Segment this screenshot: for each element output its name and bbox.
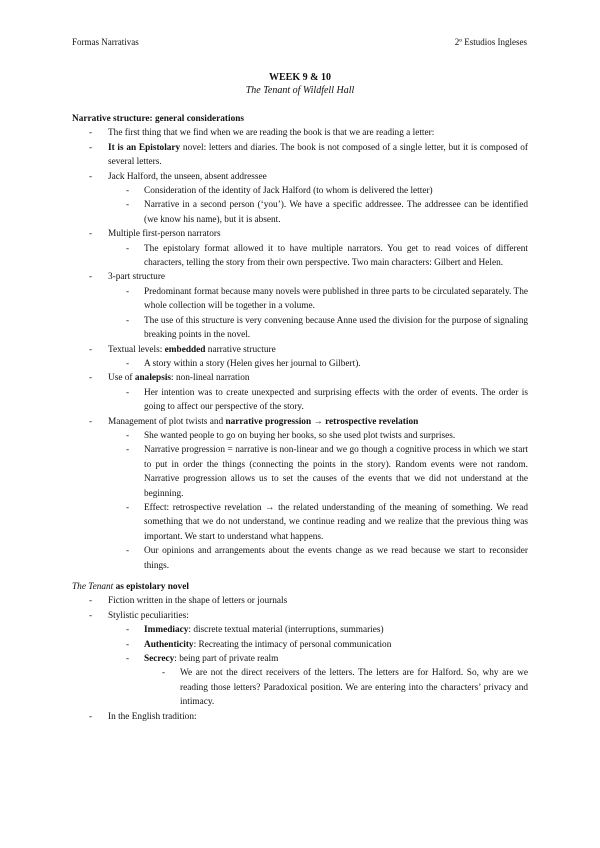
document-body <box>72 112 528 724</box>
sub-list-item: - The epistolary format allowed it to have multiple narrators. You get to read voices of different characters, telling the story from their own perspective. Two main characters: Gilbert and Helen. <box>108 242 528 271</box>
sub-list-item: - Narrative in a second person (‘you’). We have a specific addressee. The addressee can be identified (we know his name), but it is absent. <box>108 198 528 227</box>
sub-list-item: - Immediacy: discrete textual material (interruptions, summaries) <box>108 623 528 637</box>
section2-list <box>72 594 528 724</box>
list-item: - 3-part structure - Predominant format because many novels were published in three parts to be circulated separately. The whole collection will be together in a volume. - The use of this structure is very convening because Anne used the division for the purpose of signaling breaking points in the novel. <box>72 270 528 342</box>
sub-list-item: - The use of this structure is very convening because Anne used the division for the purpose of signaling breaking points in the novel. <box>108 314 528 343</box>
section-heading: Narrative structure: general considerations <box>72 114 245 124</box>
list-item: - It is an Epistolary novel: letters and diaries. The book is not composed of a single letter, but it is composed of several letters. <box>72 141 528 170</box>
list-item: - The first thing that we find when we are reading the book is that we are reading a letter: <box>72 126 528 140</box>
list-item: - Multiple first-person narrators - The epistolary format allowed it to have multiple narrators. You get to read voices of different characters, telling the story from their own perspective. Two main characters: Gilbert and Helen. <box>72 227 528 270</box>
list-item: - Use of analepsis: non-lineal narration - Her intention was to create unexpected and surprising effects with the order of events. The order is going to affect our perspective of the story. <box>72 371 528 414</box>
sub-list-item: - Secrecy: being part of private realm - We are not the direct receivers of the letters. The letters are for Halford. So, why are we reading those letters? Paradoxical position. We are entering into the characters’ privacy and intimacy. <box>108 652 528 710</box>
sub-list-item: - Narrative progression = narrative is non-linear and we go though a cognitive process in which we start to put in order the things (connecting the points in the story). Random events were not random. Narrative progression allows us to set the causes of the events that we did not understand at the beginning. <box>108 443 528 501</box>
list-item: - Fiction written in the shape of letters or journals <box>72 594 528 608</box>
list-item: - Management of plot twists and narrative progression → retrospective revelation - She wanted people to go on buying her books, so she used plot twists and surprises. - Narrative progression = narrative is non-linear and we go though a cognitive process in which we start to put in order the things (connecting the points in the story). Random events were not random. Narrative progression allows us to set the causes of the events that we did not understand at the beginning. - Effect: retrospective revelation → the related understanding of the meaning of something. We read something that we do not understand, we continue reading and we realize that the previous thing was important. We start to understand what happens. - Our opinions and arrangements about the events change as we read because we start to reconsider things. <box>72 415 528 573</box>
page-title: WEEK 9 & 10 <box>269 72 331 83</box>
sub-list-item: - Her intention was to create unexpected and surprising effects with the order of events. The order is going to affect our perspective of the story. <box>108 386 528 415</box>
section-heading: The Tenant as epistolary novel <box>72 582 189 592</box>
sub-sub-list-item: - We are not the direct receivers of the letters. The letters are for Halford. So, why are we reading those letters? Paradoxical position. We are entering into the characters’ privacy and intimacy. <box>144 666 528 709</box>
sub-list-item: - Our opinions and arrangements about the events change as we read because we start to reconsider things. <box>108 544 528 573</box>
list-item: - Stylistic peculiarities: - Immediacy: discrete textual material (interruptions, summaries) - Authenticity: Recreating the intimacy of personal communication - Secrecy: being part of private realm - We are not the direct receivers of the letters. The letters are for Halford. So, why are we reading those letters? Paradoxical position. We are entering into the characters’ privacy and intimacy. <box>72 609 528 710</box>
page-subtitle: The Tenant of Wildfell Hall <box>245 85 355 96</box>
sub-list-item: - Authenticity: Recreating the intimacy of personal communication <box>108 638 528 652</box>
sub-list-item: - She wanted people to go on buying her books, so she used plot twists and surprises. <box>108 429 528 443</box>
list-item: - In the English tradition: <box>72 710 528 724</box>
sub-list-item: - Effect: retrospective revelation → the related understanding of the meaning of something. We read something that we do not understand, we continue reading and we realize that the previous thing was important. We start to understand what happens. <box>108 501 528 544</box>
header-left: Formas Narrativas <box>72 37 139 47</box>
list-item: - Textual levels: embedded narrative structure - A story within a story (Helen gives her journal to Gilbert). <box>72 343 528 372</box>
sub-list-item: - A story within a story (Helen gives her journal to Gilbert). <box>108 357 528 371</box>
sub-list-item: - Consideration of the identity of Jack Halford (to whom is delivered the letter) <box>108 184 528 198</box>
section1-list <box>72 126 528 573</box>
sub-list-item: - Predominant format because many novels were published in three parts to be circulated separately. The whole collection will be together in a volume. <box>108 285 528 314</box>
list-item: - Jack Halford, the unseen, absent addressee - Consideration of the identity of Jack Halford (to whom is delivered the letter) - Narrative in a second person (‘you’). We have a specific addressee. The addressee can be identified (we know his name), but it is absent. <box>72 170 528 228</box>
header-right: 2º Estudios Ingleses <box>454 37 527 47</box>
